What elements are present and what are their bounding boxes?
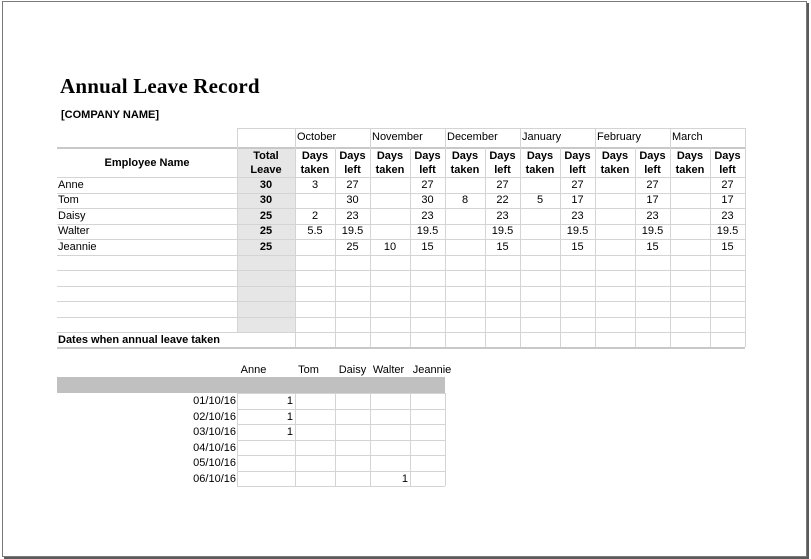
leave-date: 03/10/16 (193, 426, 236, 438)
dates-row-line (237, 440, 445, 441)
column-line (745, 128, 746, 347)
days-left-value: 23 (571, 209, 584, 222)
days-left-value: 27 (646, 178, 659, 191)
days-taken-header: Days (676, 150, 704, 162)
dates-column-line (295, 393, 296, 486)
person-column-header: Jeannie (412, 364, 452, 376)
days-left-header: left (344, 164, 361, 176)
days-taken-value: 3 (311, 178, 319, 191)
days-taken-value: 8 (461, 194, 469, 206)
days-left-value: 19.5 (716, 225, 739, 237)
leave-date: 06/10/16 (193, 472, 236, 485)
employee-name: Daisy (58, 209, 86, 222)
days-taken-header: Days (301, 150, 329, 162)
row-line (57, 301, 745, 302)
leave-date: 01/10/16 (193, 395, 236, 407)
days-left-header: Days (714, 150, 741, 162)
month-header: December (447, 131, 498, 143)
days-left-value: 19.5 (341, 225, 364, 237)
days-left-value: 22 (496, 194, 509, 206)
dates-taken-label: Dates when annual leave taken (58, 333, 221, 346)
days-left-value: 19.5 (416, 225, 439, 237)
days-taken-header: taken (375, 164, 405, 176)
days-left-value: 25 (346, 240, 359, 253)
days-left-header: left (719, 164, 736, 176)
days-left-header: Days (489, 150, 516, 162)
leave-date: 04/10/16 (193, 441, 236, 454)
days-left-value: 19.5 (566, 225, 589, 237)
dates-row-line (237, 486, 445, 487)
header-top-line (57, 147, 745, 149)
total-leave-header: Leave (250, 164, 282, 176)
days-taken-value: 10 (383, 240, 397, 253)
leave-day-value: 1 (401, 472, 408, 485)
total-leave-value: 25 (259, 240, 273, 253)
person-column-header: Anne (240, 364, 267, 376)
days-left-value: 19.5 (641, 225, 664, 237)
total-leave-value: 25 (259, 209, 273, 222)
total-leave-header: Total (253, 150, 279, 162)
days-left-value: 27 (421, 178, 434, 191)
days-taken-header: taken (300, 164, 330, 176)
days-left-value: 15 (721, 240, 734, 253)
table-bottom-line (57, 347, 745, 349)
days-taken-header: taken (675, 164, 705, 176)
days-taken-value: 5.5 (307, 225, 323, 237)
person-column-header: Daisy (338, 364, 367, 376)
days-left-value: 17 (721, 194, 734, 206)
employee-name: Jeannie (58, 240, 97, 253)
days-left-header: left (569, 164, 586, 176)
dates-row-line (237, 455, 445, 456)
person-column-header: Tom (298, 364, 319, 376)
days-left-value: 23 (421, 209, 434, 222)
person-column-header: Walter (372, 364, 405, 376)
total-leave-value: 25 (259, 225, 273, 237)
days-left-value: 15 (421, 240, 434, 253)
dates-column-line (335, 393, 336, 486)
month-header: March (672, 131, 703, 143)
days-left-value: 27 (346, 178, 359, 191)
month-header: November (372, 131, 423, 143)
days-left-value: 17 (646, 194, 659, 206)
days-left-value: 15 (646, 240, 659, 253)
month-header: February (597, 131, 642, 143)
days-taken-header: taken (525, 164, 555, 176)
employee-name: Tom (58, 194, 79, 206)
days-left-value: 27 (571, 178, 584, 191)
days-left-value: 30 (421, 194, 434, 206)
dates-row-line (237, 393, 445, 394)
leave-date: 05/10/16 (193, 457, 236, 469)
days-left-value: 27 (721, 178, 734, 191)
row-line (57, 286, 745, 287)
dates-column-line (410, 393, 411, 486)
days-left-value: 15 (496, 240, 509, 253)
leave-day-value: 1 (286, 410, 293, 423)
days-left-value: 17 (571, 194, 584, 206)
row-line (57, 255, 745, 256)
days-left-value: 23 (721, 209, 734, 222)
table-top-line (237, 128, 745, 129)
days-left-header: left (644, 164, 661, 176)
month-header: October (297, 131, 337, 143)
days-left-value: 15 (571, 240, 584, 253)
leave-day-value: 1 (286, 426, 293, 438)
days-taken-header: Days (451, 150, 479, 162)
days-taken-header: Days (376, 150, 404, 162)
days-left-header: Days (414, 150, 441, 162)
row-line (57, 317, 745, 318)
row-line (57, 270, 745, 271)
company-name: [COMPANY NAME] (61, 109, 159, 121)
total-leave-value: 30 (259, 178, 273, 191)
days-taken-header: Days (601, 150, 629, 162)
dates-row-line (237, 471, 445, 472)
dates-header-bar (57, 377, 445, 393)
page-title: Annual Leave Record (60, 74, 260, 98)
leave-date: 02/10/16 (193, 410, 236, 423)
days-taken-value: 5 (536, 194, 544, 206)
days-left-header: Days (639, 150, 666, 162)
month-header: January (522, 131, 562, 143)
days-left-header: Days (564, 150, 591, 162)
days-left-header: left (419, 164, 436, 176)
days-left-value: 19.5 (491, 225, 514, 237)
employee-name-header: Employee Name (104, 157, 190, 169)
days-left-value: 27 (496, 178, 509, 191)
dates-row-line (237, 424, 445, 425)
employee-name: Anne (58, 178, 84, 191)
total-leave-value: 30 (259, 194, 273, 206)
days-left-header: Days (339, 150, 366, 162)
dates-row-line (237, 409, 445, 410)
days-left-value: 23 (646, 209, 659, 222)
days-left-header: left (494, 164, 511, 176)
employee-name: Walter (58, 225, 90, 237)
leave-day-value: 1 (286, 395, 293, 407)
days-left-value: 23 (346, 209, 359, 222)
days-left-value: 30 (346, 194, 359, 206)
days-taken-header: taken (600, 164, 630, 176)
days-left-value: 23 (496, 209, 509, 222)
days-taken-header: Days (526, 150, 554, 162)
days-taken-value: 2 (311, 209, 319, 222)
days-taken-header: taken (450, 164, 480, 176)
dates-column-line (445, 393, 446, 486)
